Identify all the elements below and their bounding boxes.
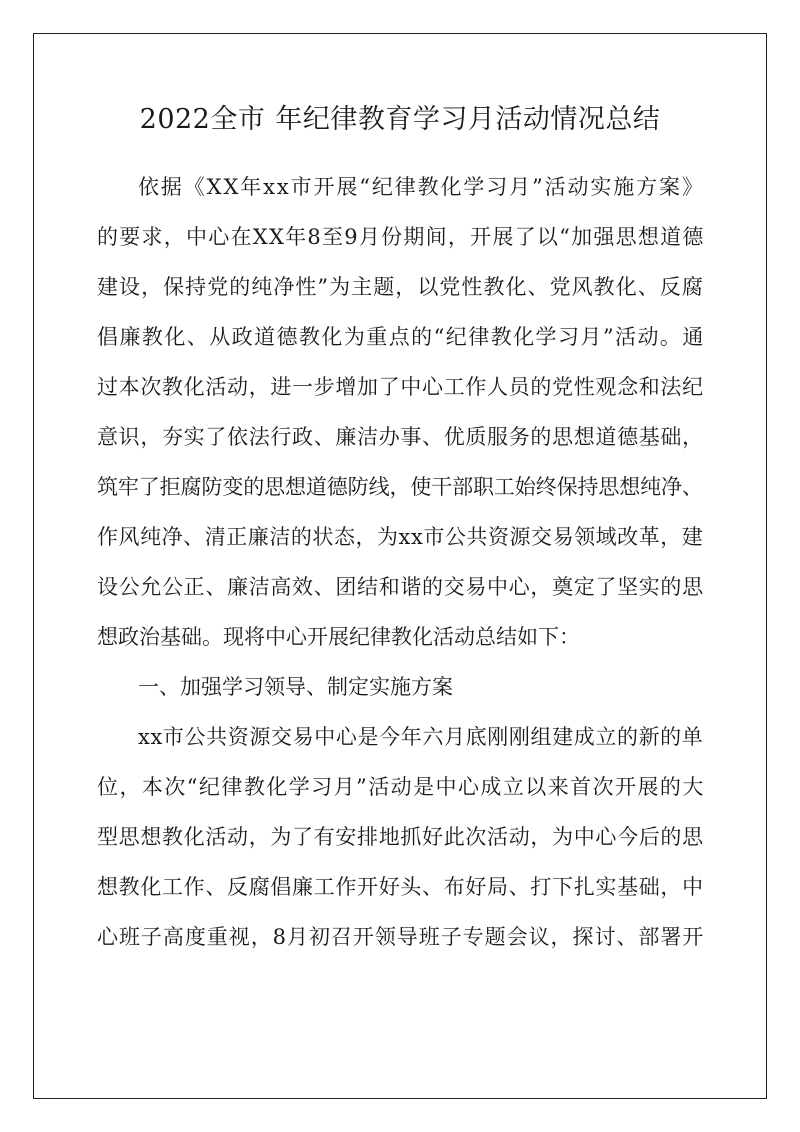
paragraph-line: 依据《XX年xx市开展“纪律教化学习月”活动实施方案》 <box>138 175 705 199</box>
title-part-2: 年纪律教育学习月活动情况总结 <box>275 104 661 135</box>
paragraph-line: 倡廉教化、从政道德教化为重点的“纪律教化学习月”活动。通 <box>97 325 705 349</box>
title-part-1: 2022全市 <box>139 104 266 135</box>
paragraph-line: 位，本次“纪律教化学习月”活动是中心成立以来首次开展的大 <box>97 775 705 799</box>
paragraph-line: xx市公共资源交易中心是今年六月底刚刚组建成立的新的单 <box>138 725 704 749</box>
paragraph-line: 意识，夯实了依法行政、廉洁办事、优质服务的思想道德基础， <box>97 425 704 449</box>
paragraph-line: 心班子高度重视，8月初召开领导班子专题会议，探讨、部署开 <box>97 925 705 949</box>
paragraph-line: 的要求，中心在XX年8至9月份期间，开展了以“加强思想道德 <box>97 225 705 249</box>
document-title <box>33 100 767 140</box>
paragraph-line: 设公允公正、廉洁高效、团结和谐的交易中心，奠定了坚实的思 <box>97 575 704 599</box>
paragraph-line: 过本次教化活动，进一步增加了中心工作人员的党性观念和法纪 <box>97 375 704 399</box>
paragraph-line: 想政治基础。现将中心开展纪律教化活动总结如下： <box>97 625 580 649</box>
section-heading: 一、加强学习领导、制定实施方案 <box>138 675 453 699</box>
paragraph-line: 型思想教化活动，为了有安排地抓好此次活动，为中心今后的思 <box>97 825 704 849</box>
paragraph-line: 筑牢了拒腐防变的思想道德防线，使干部职工始终保持思想纯净、 <box>97 475 703 499</box>
paragraph-line: 作风纯净、清正廉洁的状态，为xx市公共资源交易领域改革，建 <box>97 525 704 549</box>
paragraph-line: 想教化工作、反腐倡廉工作开好头、布好局、打下扎实基础，中 <box>97 875 704 899</box>
paragraph-line: 建设，保持党的纯净性”为主题，以党性教化、党风教化、反腐 <box>97 275 704 299</box>
